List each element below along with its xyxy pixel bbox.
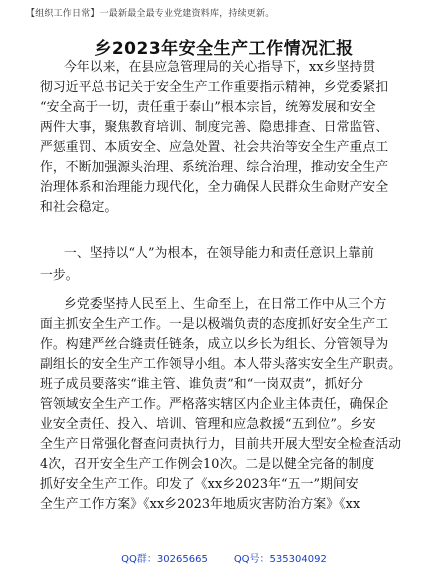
body-line: 两件大事，聚焦教育培训、制度完善、隐患排查、日常监管、 bbox=[40, 120, 389, 135]
body-line: 业安全责任、投入、培训、管理和应急救援“五到位”。乡安 bbox=[40, 417, 376, 432]
body-line: 全生产工作方案》《xx乡2023年地质灾害防治方案》《xx bbox=[40, 497, 361, 512]
qq-group-label[interactable]: QQ群：30265665 bbox=[121, 554, 208, 565]
document-title: 乡2023年安全生产工作情况汇报 bbox=[94, 39, 354, 59]
body-line: 抓好安全生产工作。印发了《xx乡2023年“五一”期间安 bbox=[40, 477, 359, 492]
body-line: 和社会稳定。 bbox=[40, 200, 118, 215]
body-line: 彻习近平总书记关于安全生产工作重要指示精神，乡党委紧扣 bbox=[40, 80, 389, 95]
body-line: 乡党委坚持人民至上、生命至上，在日常工作中从三个方 bbox=[64, 297, 387, 312]
body-line: 4次，召开安全生产工作例会10次。二是以健全完备的制度 bbox=[40, 457, 375, 472]
body-line: 面主抓安全生产工作。一是以极端负责的态度抓好安全生产工 bbox=[40, 317, 389, 332]
body-line: 严惩重罚、本质安全、应急处置、社会共治等安全生产重点工 bbox=[40, 140, 389, 155]
section-heading-line: 一步。 bbox=[40, 268, 79, 283]
page-footer bbox=[0, 550, 448, 565]
body-line: “安全高于一切，责任重于泰山”根本宗旨，统筹发展和安全 bbox=[40, 100, 376, 115]
section-heading-line: 一、坚持以“人”为根本，在领导能力和责任意识上靠前 bbox=[64, 246, 374, 261]
qq-number-label[interactable]: QQ号：535304092 bbox=[233, 554, 327, 565]
body-line: 治理体系和治理能力现代化，全力确保人民群众生命财产安全 bbox=[40, 180, 389, 195]
body-line: 管领域安全生产工作。严格落实辖区内企业主体责任，确保企 bbox=[40, 397, 389, 412]
body-line: 副组长的安全生产工作领导小组。本人带头落实安全生产职责。 bbox=[40, 357, 402, 372]
body-line: 全生产日常强化督查问责执行力，目前共开展大型安全检查活动 bbox=[40, 437, 402, 452]
body-line: 作，不断加强源头治理、系统治理、综合治理，推动安全生产 bbox=[40, 160, 389, 175]
header-note: 【组织工作日常】一最新最全最专业党建资料库，持续更新。 bbox=[26, 9, 275, 19]
body-line: 班子成员要落实“谁主管、谁负责”和“一岗双责”，抓好分 bbox=[40, 377, 364, 392]
body-line: 今年以来，在县应急管理局的关心指导下，xx乡坚持贯 bbox=[64, 60, 376, 75]
body-line: 作。构建严丝合缝责任链条，成立以乡长为组长、分管领导为 bbox=[40, 337, 389, 352]
